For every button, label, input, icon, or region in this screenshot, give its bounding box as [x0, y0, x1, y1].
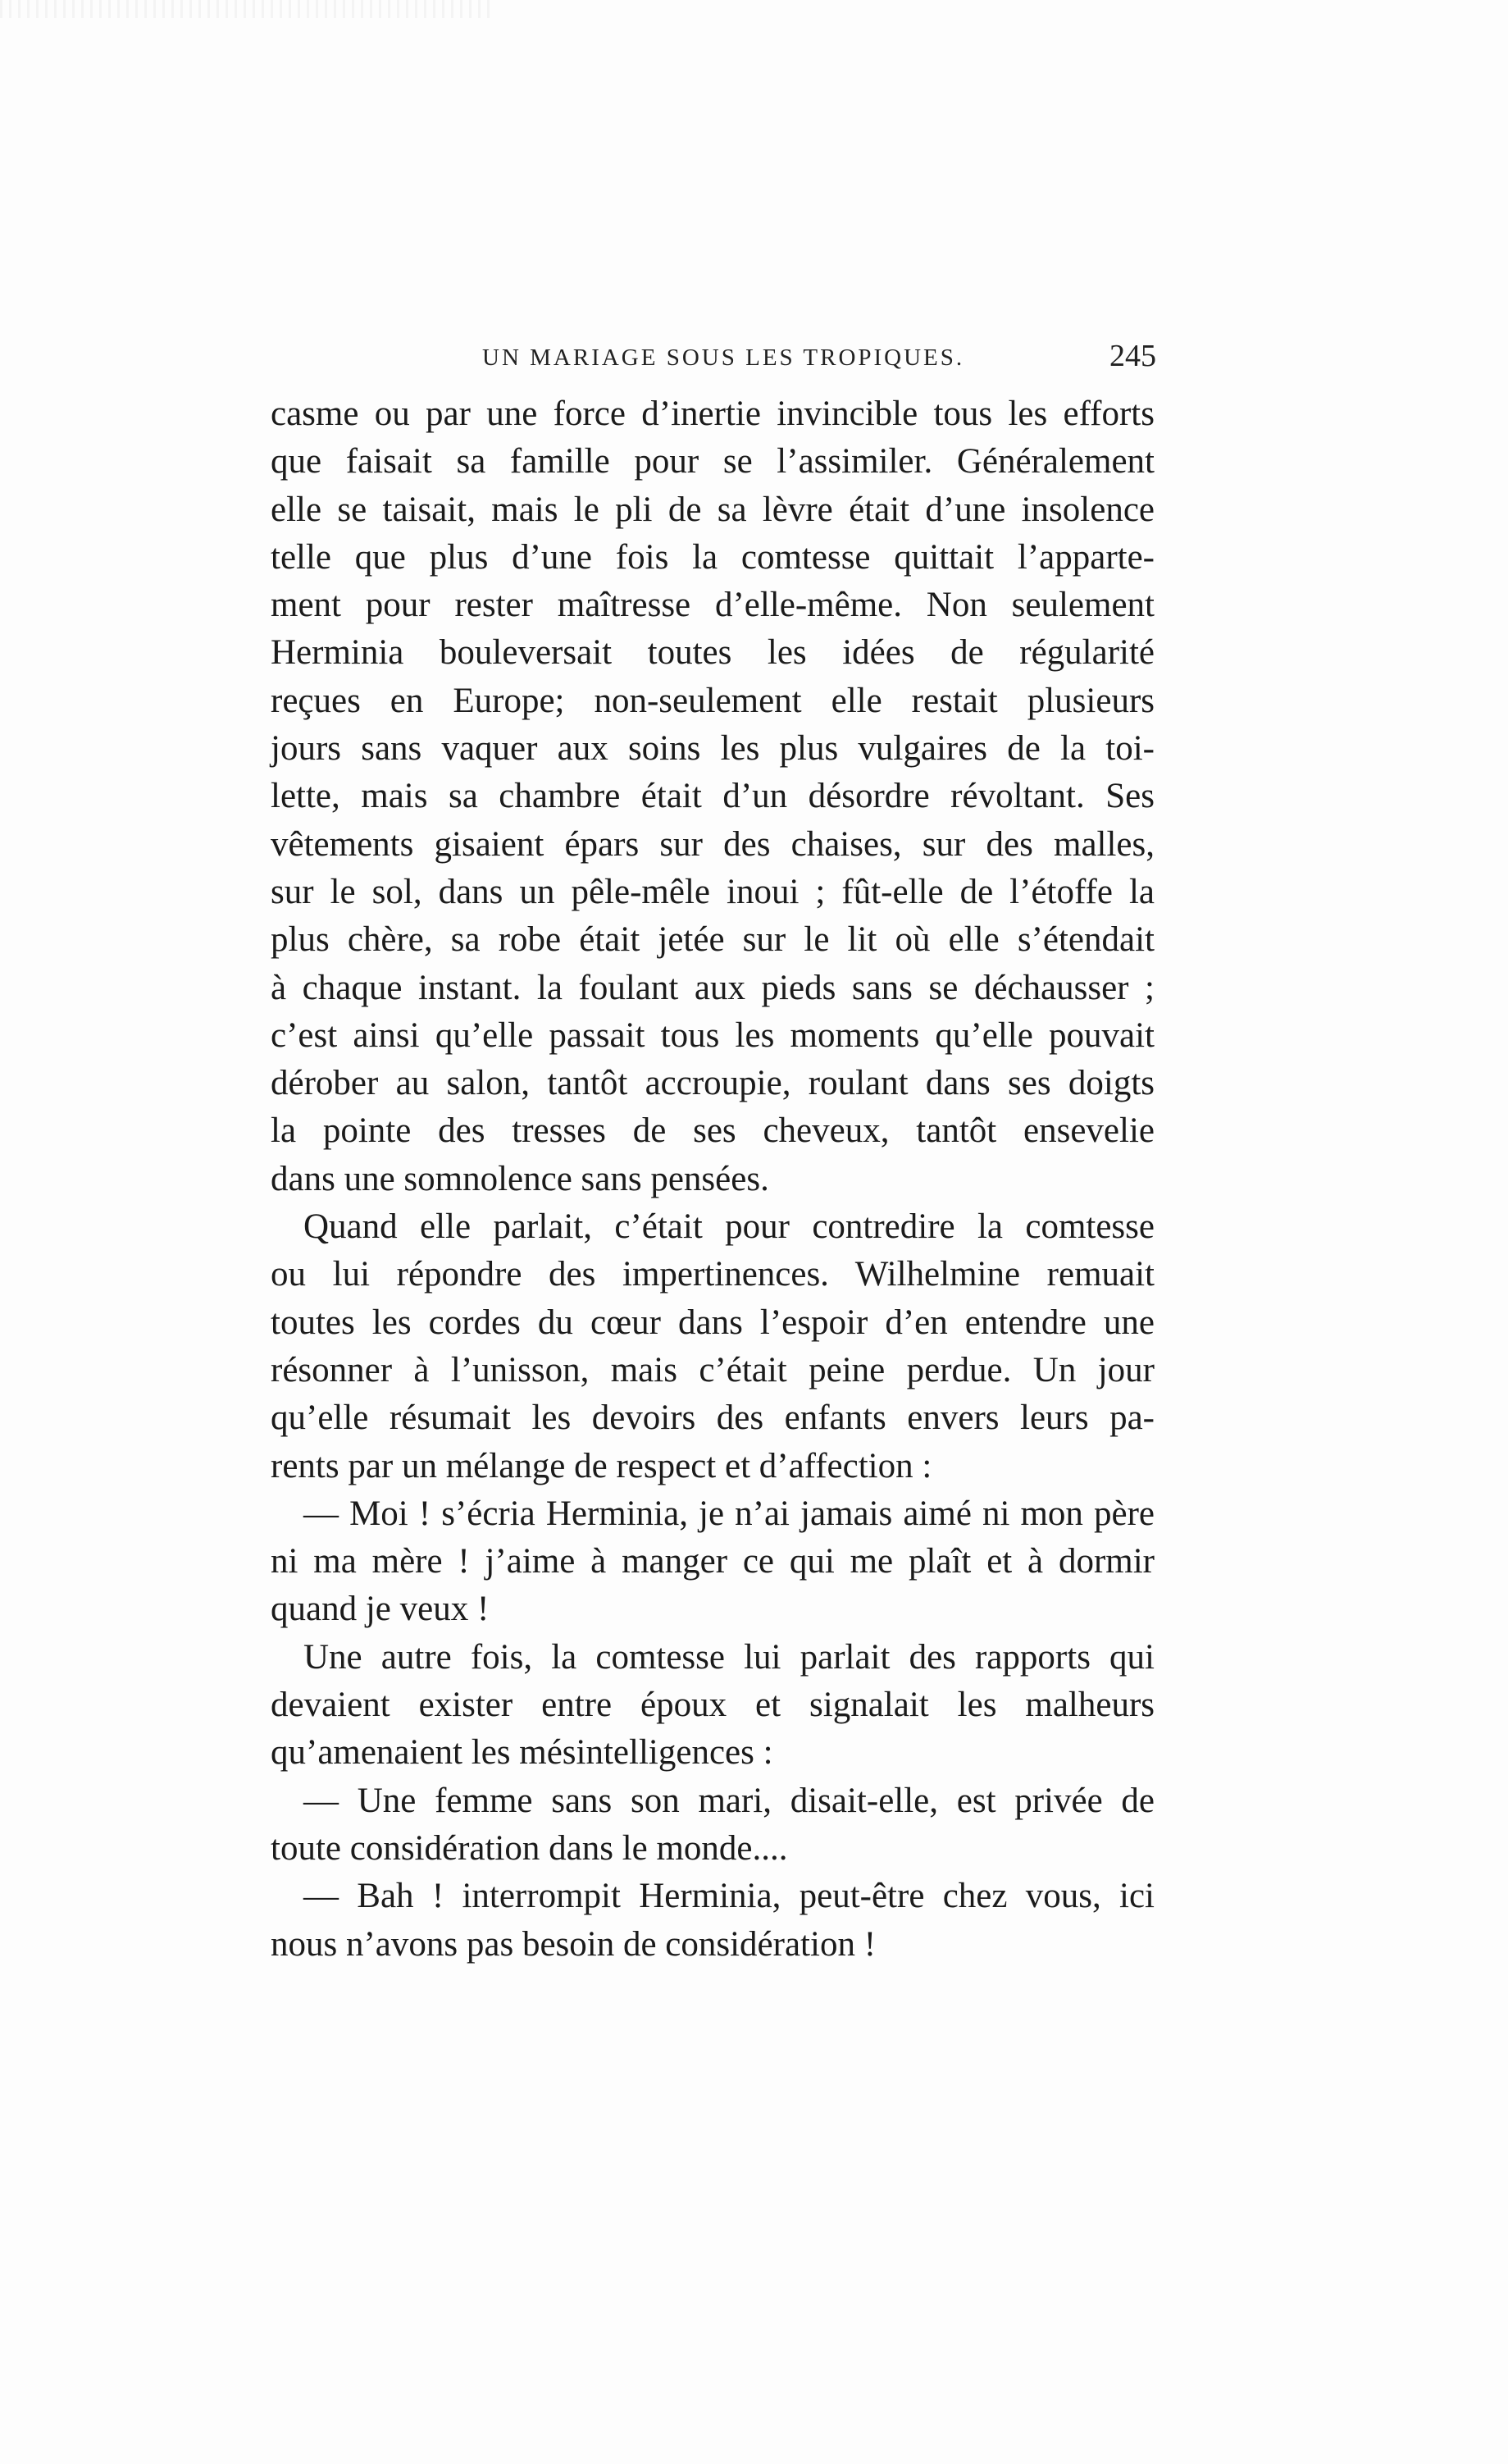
text-line: la pointe des tresses de ses cheveux, tantôt ensevelie — [271, 1111, 1155, 1151]
text-line: reçues en Europe; non-seulement elle restait plusieurs — [271, 681, 1155, 720]
text-line: — Moi ! s’écria Herminia, je n’ai jamais aimé ni mon père — [303, 1494, 1155, 1533]
text-line: elle se taisait, mais le pli de sa lèvre était d’une insolence — [271, 490, 1155, 529]
text-line: nous n’avons pas besoin de considération ! — [271, 1924, 877, 1964]
text-line: lette, mais sa chambre était d’un désordre révoltant. Ses — [271, 777, 1155, 816]
text-line: toute considération dans le monde.... — [271, 1828, 788, 1868]
text-line: quand je veux ! — [271, 1590, 490, 1629]
text-line: sur le sol, dans un pêle-mêle inoui ; fût-elle de l’étoffe la — [271, 872, 1155, 911]
text-line: plus chère, sa robe était jetée sur le lit où elle s’étendait — [271, 920, 1155, 960]
text-line: résonner à l’unisson, mais c’était peine perdue. Un jour — [271, 1350, 1155, 1389]
text-line: casme ou par une force d’inertie invincible tous les efforts — [271, 395, 1155, 433]
text-line: vêtements gisaient épars sur des chaises, sur des malles, — [271, 824, 1155, 864]
text-line: jours sans vaquer aux soins les plus vulgaires de la toi- — [271, 729, 1155, 769]
text-line: telle que plus d’une fois la comtesse quittait l’apparte- — [271, 537, 1155, 577]
text-line: Quand elle parlait, c’était pour contredire la comtesse — [303, 1207, 1155, 1247]
text-line: rents par un mélange de respect et d’affection : — [271, 1446, 932, 1485]
text-line: — Bah ! interrompit Herminia, peut-être chez vous, ici — [303, 1877, 1155, 1916]
page-number: 245 — [1109, 339, 1156, 373]
text-line: devaient exister entre époux et signalait les malheurs — [271, 1686, 1155, 1725]
text-line: Une autre fois, la comtesse lui parlait des rapports qui — [303, 1637, 1155, 1677]
text-line: toutes les cordes du cœur dans l’espoir d’en entendre une — [271, 1303, 1155, 1342]
text-line: dérober au salon, tantôt accroupie, roulant dans ses doigts — [271, 1064, 1155, 1103]
text-line: c’est ainsi qu’elle passait tous les moments qu’elle pouvait — [271, 1015, 1155, 1055]
scan-edge-artifact — [0, 0, 492, 18]
body-text — [271, 390, 1155, 1969]
text-line: qu’amenaient les mésintelligences : — [271, 1733, 773, 1773]
text-line: qu’elle résumait les devoirs des enfants envers leurs pa- — [271, 1399, 1155, 1438]
text-line: ni ma mère ! j’aime à manger ce qui me plaît et à dormir — [271, 1542, 1155, 1581]
running-title: UN MARIAGE SOUS LES TROPIQUES. — [482, 345, 965, 371]
text-line: à chaque instant. la foulant aux pieds sans se déchausser ; — [271, 968, 1155, 1007]
text-line: ment pour rester maîtresse d’elle-même. Non seulement — [271, 586, 1155, 625]
running-head — [271, 338, 1156, 387]
text-line: — Une femme sans son mari, disait-elle, est privée de — [303, 1781, 1155, 1820]
text-line: que faisait sa famille pour se l’assimiler. Généralement — [271, 442, 1155, 481]
text-line: Herminia bouleversait toutes les idées de régularité — [271, 633, 1155, 673]
text-line: ou lui répondre des impertinences. Wilhelmine remuait — [271, 1255, 1155, 1294]
text-line: dans une somnolence sans pensées. — [271, 1159, 769, 1198]
